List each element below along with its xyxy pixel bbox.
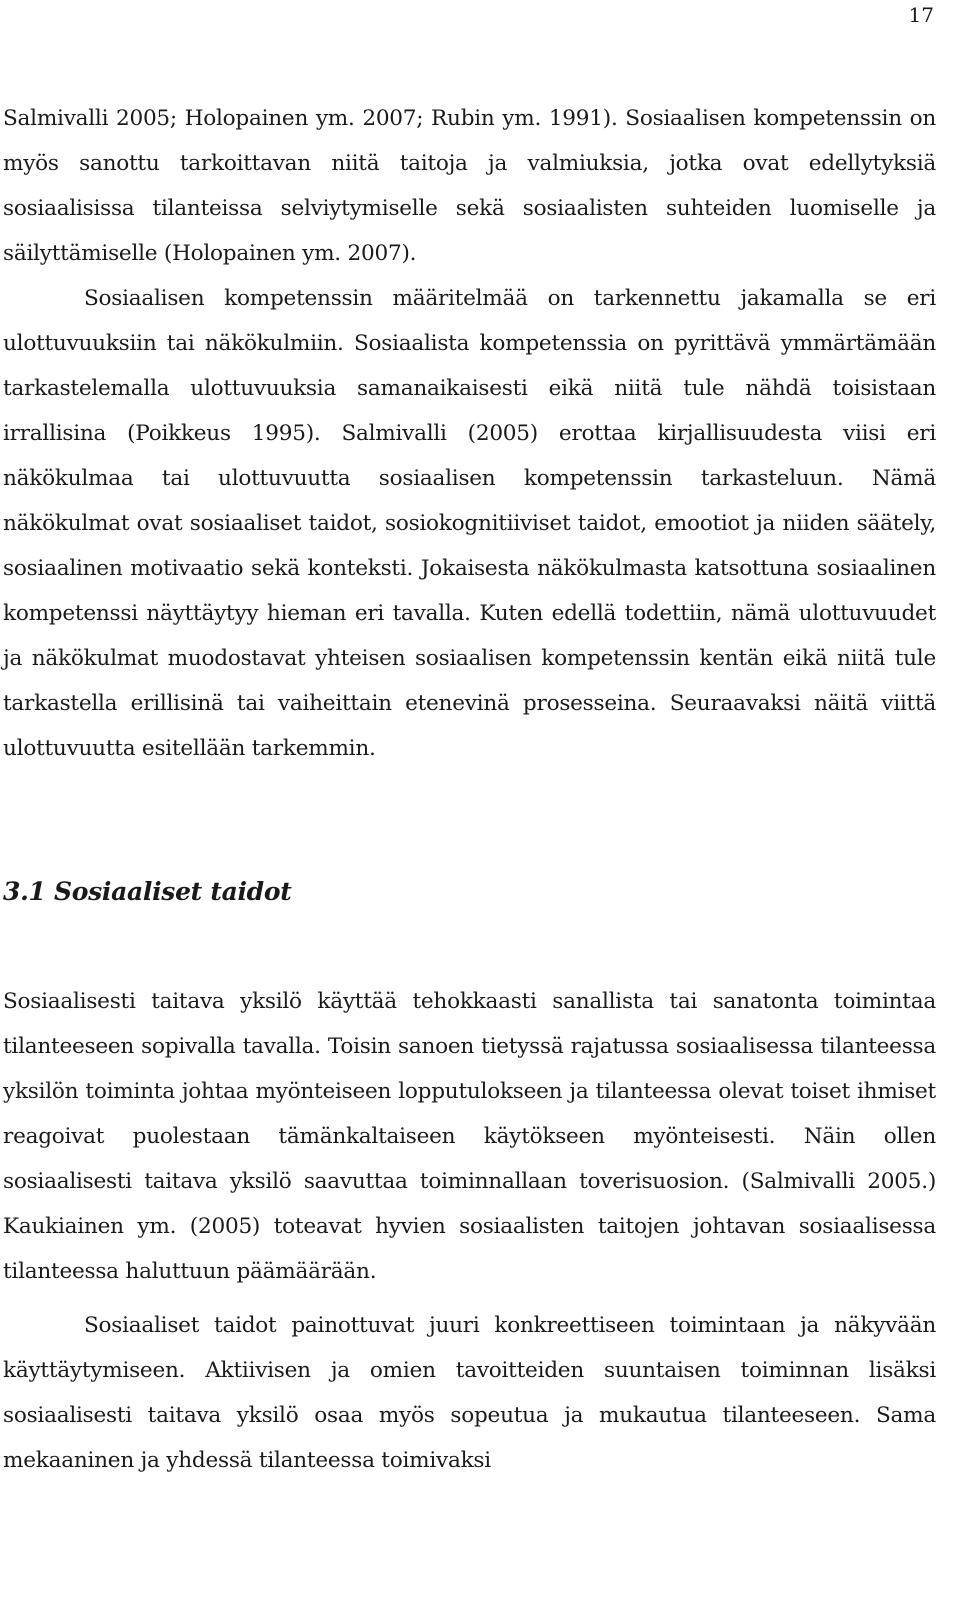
spacer xyxy=(3,771,936,872)
section-paragraph-1: Sosiaalisesti taitava yksilö käyttää tehokkaasti sanallista tai sanatonta toimintaa tilanteeseen sopivalla tavalla. Toisin sanoen tietyssä rajatussa sosiaalisessa tilanteessa yksilön toiminta johtaa myönteiseen lopputulokseen ja tilanteessa olevat toiset ihmiset reagoivat puolestaan tämänkaltaiseen käytökseen myönteisesti. Näin ollen sosiaalisesti taitava yksilö saavuttaa toiminnallaan toverisuosion. (Salmivalli 2005.) Kaukiainen ym. (2005) toteavat hyvien sosiaalisten taitojen johtavan sosiaalisessa tilanteessa haluttuun päämäärään. xyxy=(3,989,936,1284)
spacer xyxy=(3,912,936,979)
intro-paragraph-2: Sosiaalisen kompetenssin määritelmää on tarkennettu jakamalla se eri ulottuvuuksiin tai näkökulmiin. Sosiaalista kompetenssia on pyrittävä ymmärtämään tarkastelemalla ulottuvuuksia samanaikaisesti eikä niitä tule nähdä toisistaan irrallisina (Poikkeus 1995). Salmivalli (2005) erottaa kirjallisuudesta viisi eri näkökulmaa tai ulottuvuutta sosiaalisen kompetenssin tarkasteluun. Nämä näkökulmat ovat sosiaaliset taidot, sosiokognitiiviset taidot, emootiot ja niiden säätely, sosiaalinen motivaatio sekä konteksti. Jokaisesta näkökulmasta katsottuna sosiaalinen kompetenssi näyttäytyy hieman eri tavalla. Kuten edellä todettiin, nämä ulottuvuudet ja näkökulmat muodostavat yhteisen sosiaalisen kompetenssin kentän eikä niitä tule tarkastella erillisinä tai vaiheittain etenevinä prosesseina. Seuraavaksi näitä viittä ulottuvuutta esitellään tarkemmin. xyxy=(3,286,936,761)
page-number: 17 xyxy=(908,3,934,27)
section-heading: 3.1 Sosiaaliset taidot xyxy=(3,877,292,906)
section-paragraph-2: Sosiaaliset taidot painottuvat juuri konkreettiseen toimintaan ja näkyvään käyttäytymiseen. Aktiivisen ja omien tavoitteiden suuntaisen toiminnan lisäksi sosiaalisesti taitava yksilö osaa myös sopeutua ja mukautua tilanteeseen. Sama mekaaninen ja yhdessä tilanteessa toimivaksi xyxy=(3,1313,936,1473)
spacer xyxy=(3,1294,936,1303)
intro-paragraph-1: Salmivalli 2005; Holopainen ym. 2007; Rubin ym. 1991). Sosiaalisen kompetenssin on myös sanottu tarkoittavan niitä taitoja ja valmiuksia, jotka ovat edellytyksiä sosiaalisissa tilanteissa selviytymiselle sekä sosiaalisten suhteiden luomiselle ja säilyttämiselle (Holopainen ym. 2007). xyxy=(3,106,936,266)
document-body xyxy=(3,96,936,1483)
